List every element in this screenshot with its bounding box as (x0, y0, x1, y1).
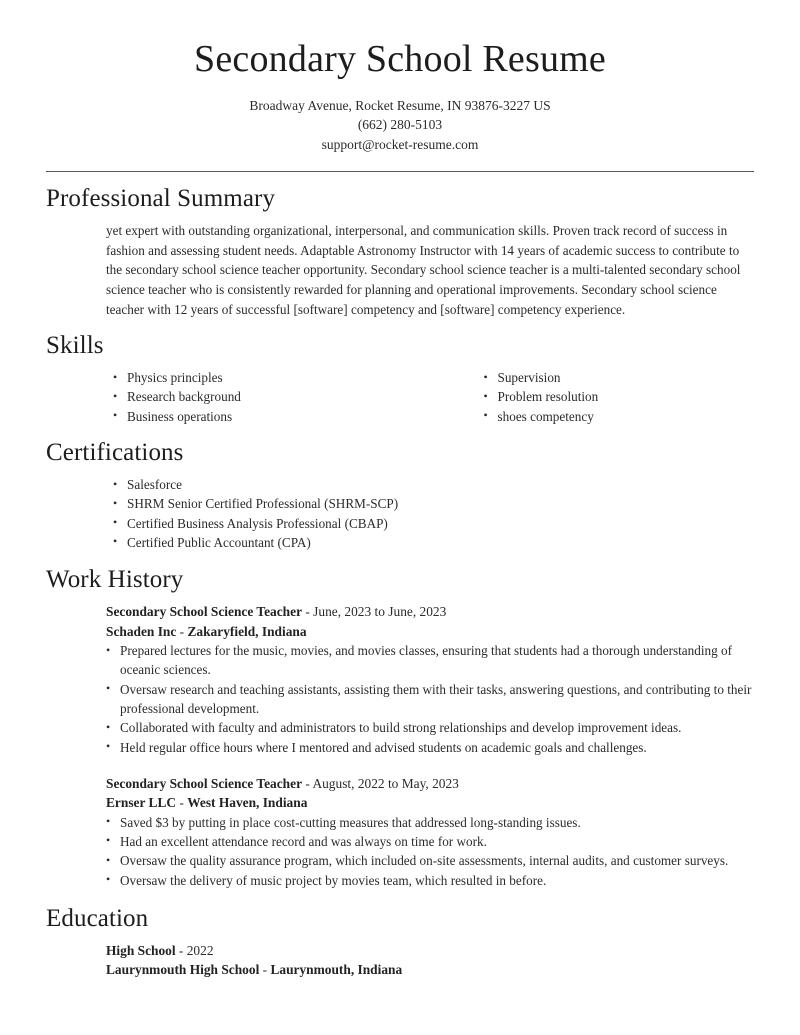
section-heading-skills: Skills (46, 332, 104, 360)
certifications-body (46, 475, 754, 552)
education-degree: High School (106, 942, 176, 958)
section-education (46, 904, 754, 980)
contact-phone: (662) 280-5103 (357, 117, 443, 133)
job-company-line (106, 622, 754, 641)
education-entry (106, 941, 754, 980)
work-history-entry (106, 602, 754, 757)
list-item: • Certified Public Accountant (CPA) (113, 533, 754, 552)
job-title-line (106, 774, 754, 793)
education-location: Laurynmouth, Indiana (270, 962, 403, 978)
work-history-body (46, 602, 754, 890)
list-item: • Salesforce (113, 475, 754, 494)
contact-email: support@rocket-resume.com (321, 136, 479, 152)
job-title-line (106, 602, 754, 621)
skills-list-left (113, 368, 434, 426)
job-separator: - (176, 795, 188, 811)
section-work-history (46, 565, 754, 890)
job-title: Secondary School Science Teacher (106, 775, 303, 791)
contact-address: Broadway Avenue, Rocket Resume, IN 93876-3227 US (249, 97, 551, 113)
job-dates: August, 2022 to May, 2023 (312, 775, 459, 791)
list-item: • Research background (113, 387, 434, 406)
list-item: • Physics principles (113, 368, 434, 387)
skills-column-left (113, 368, 434, 426)
certifications-list (113, 475, 754, 552)
section-certifications (46, 438, 754, 552)
job-company-line (106, 793, 754, 812)
section-professional-summary (46, 184, 754, 319)
education-year: 2022 (186, 942, 214, 958)
job-location: West Haven, Indiana (187, 795, 308, 811)
job-dates: June, 2023 to June, 2023 (313, 604, 447, 620)
section-heading-education: Education (46, 904, 149, 932)
work-history-entry (106, 774, 754, 890)
list-item: • Held regular office hours where I mentored and advised students on academic goals and challenges. (106, 738, 754, 757)
list-item: • shoes competency (484, 407, 755, 426)
job-separator: - (176, 623, 188, 639)
summary-text: yet expert with outstanding organizational, interpersonal, and communication skills. Proven track record of success in fashion and assessing student needs. Adaptable Astronomy Instructor with 14 years of academic success to contribute to the secondary school science teacher opportunity. Secondary school science teacher is a multi-talented secondary school science teacher who is consistently rewarded for planning and operational improvements. Secondary school science teacher with 12 years of successful [software] competency and [software] competency experience. (106, 223, 741, 317)
job-bullets (106, 641, 754, 757)
education-body (46, 941, 754, 980)
education-school: Laurynmouth High School (106, 962, 260, 978)
section-heading-summary: Professional Summary (46, 185, 276, 213)
skills-columns (46, 368, 754, 426)
list-item: • Business operations (113, 407, 434, 426)
list-item: • Problem resolution (484, 387, 755, 406)
header-divider (46, 171, 754, 172)
list-item: • Prepared lectures for the music, movies, and movies classes, ensuring that students had a thorough understanding of oceanic sciences. (106, 641, 754, 680)
education-separator: - (175, 942, 187, 958)
job-title: Secondary School Science Teacher (106, 604, 303, 620)
education-degree-line (106, 941, 754, 960)
list-item: • Collaborated with faculty and administrators to build strong relationships and develop improvement ideas. (106, 718, 754, 737)
job-separator: - (302, 604, 314, 620)
list-item: • Saved $3 by putting in place cost-cutting measures that addressed long-standing issues. (106, 813, 754, 832)
job-separator: - (302, 775, 313, 791)
skills-list-right (484, 368, 755, 426)
job-bullets (106, 813, 754, 890)
page-title: Secondary School Resume (194, 38, 606, 80)
list-item: • SHRM Senior Certified Professional (SHRM-SCP) (113, 494, 754, 513)
section-heading-work-history: Work History (46, 566, 184, 594)
list-item: • Oversaw research and teaching assistants, assisting them with their tasks, answering questions, and contributing to their professional development. (106, 680, 754, 719)
list-item: • Oversaw the quality assurance program, which included on-site assessments, internal audits, and customer surveys. (106, 851, 754, 870)
list-item: • Supervision (484, 368, 755, 387)
contact-block (46, 96, 754, 155)
section-skills (46, 331, 754, 426)
summary-body (46, 221, 754, 319)
job-company: Schaden Inc (106, 623, 177, 639)
list-item: • Had an excellent attendance record and was always on time for work. (106, 832, 754, 851)
education-school-line (106, 960, 754, 979)
list-item: • Oversaw the delivery of music project by movies team, which resulted in before. (106, 871, 754, 890)
job-company: Ernser LLC (106, 795, 177, 811)
job-location: Zakaryfield, Indiana (187, 623, 307, 639)
section-heading-certifications: Certifications (46, 439, 184, 467)
list-item: • Certified Business Analysis Professional (CBAP) (113, 514, 754, 533)
education-separator: - (259, 962, 271, 978)
skills-column-right (434, 368, 755, 426)
